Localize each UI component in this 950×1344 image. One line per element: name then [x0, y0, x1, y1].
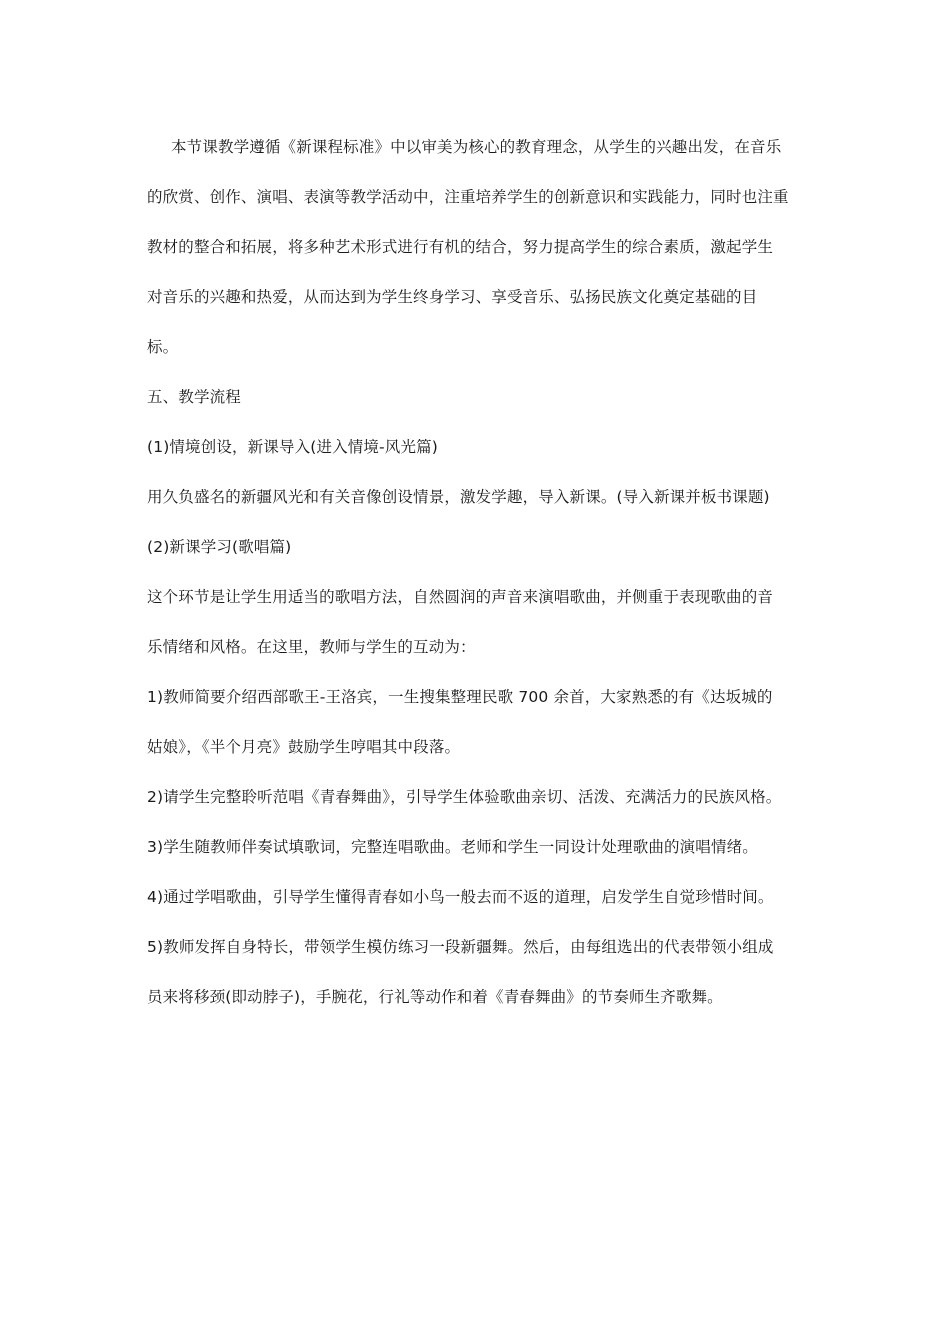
text-line: 这个环节是让学生用适当的歌唱方法，自然圆润的声音来演唱歌曲，并侧重于表现歌曲的音 [147, 588, 774, 606]
text-line: 本节课教学遵循《新课程标准》中以审美为核心的教育理念，从学生的兴趣出发，在音乐 [171, 138, 782, 156]
activity-1 [147, 672, 807, 772]
document-body [147, 122, 807, 1022]
text-line: 对音乐的兴趣和热爱，从而达到为学生终身学习、享受音乐、弘扬民族文化奠定基础的目 [147, 288, 758, 306]
text-line: 乐情绪和风格。在这里，教师与学生的互动为： [147, 638, 476, 656]
teaching-philosophy-paragraph [147, 122, 807, 372]
activity-4: 4)通过学唱歌曲，引导学生懂得青春如小鸟一般去而不返的道理，启发学生自觉珍惜时间。 [147, 888, 774, 906]
text-line: 5)教师发挥自身特长，带领学生模仿练习一段新疆舞。然后，由每组选出的代表带领小组成 [147, 938, 774, 956]
step-2-heading: (2)新课学习(歌唱篇) [147, 538, 292, 556]
activity-5 [147, 922, 807, 1022]
step-2-description [147, 572, 807, 672]
text-line: 员来将移颈(即动脖子)，手腕花，行礼等动作和着《青春舞曲》的节奏师生齐歌舞。 [147, 988, 723, 1006]
step-1-description: 用久负盛名的新疆风光和有关音像创设情景，激发学趣，导入新课。(导入新课并板书课题) [147, 488, 770, 506]
activity-3: 3)学生随教师伴奏试填歌词，完整连唱歌曲。老师和学生一同设计处理歌曲的演唱情绪。 [147, 838, 758, 856]
text-line: 姑娘》，《半个月亮》鼓励学生哼唱其中段落。 [147, 738, 461, 756]
section-heading: 五、教学流程 [147, 388, 241, 406]
text-line: 的欣赏、创作、演唱、表演等教学活动中，注重培养学生的创新意识和实践能力，同时也注重 [147, 188, 789, 206]
activity-2: 2)请学生完整聆听范唱《青春舞曲》，引导学生体验歌曲亲切、活泼、充满活力的民族风格。 [147, 788, 782, 806]
step-1-heading: (1)情境创设，新课导入(进入情境-风光篇) [147, 438, 438, 456]
text-line: 1)教师简要介绍西部歌王-王洛宾，一生搜集整理民歌 700 余首，大家熟悉的有《达坂城的 [147, 688, 773, 706]
text-line: 教材的整合和拓展，将多种艺术形式进行有机的结合，努力提高学生的综合素质，激起学生 [147, 238, 774, 256]
text-line: 标。 [147, 338, 179, 356]
